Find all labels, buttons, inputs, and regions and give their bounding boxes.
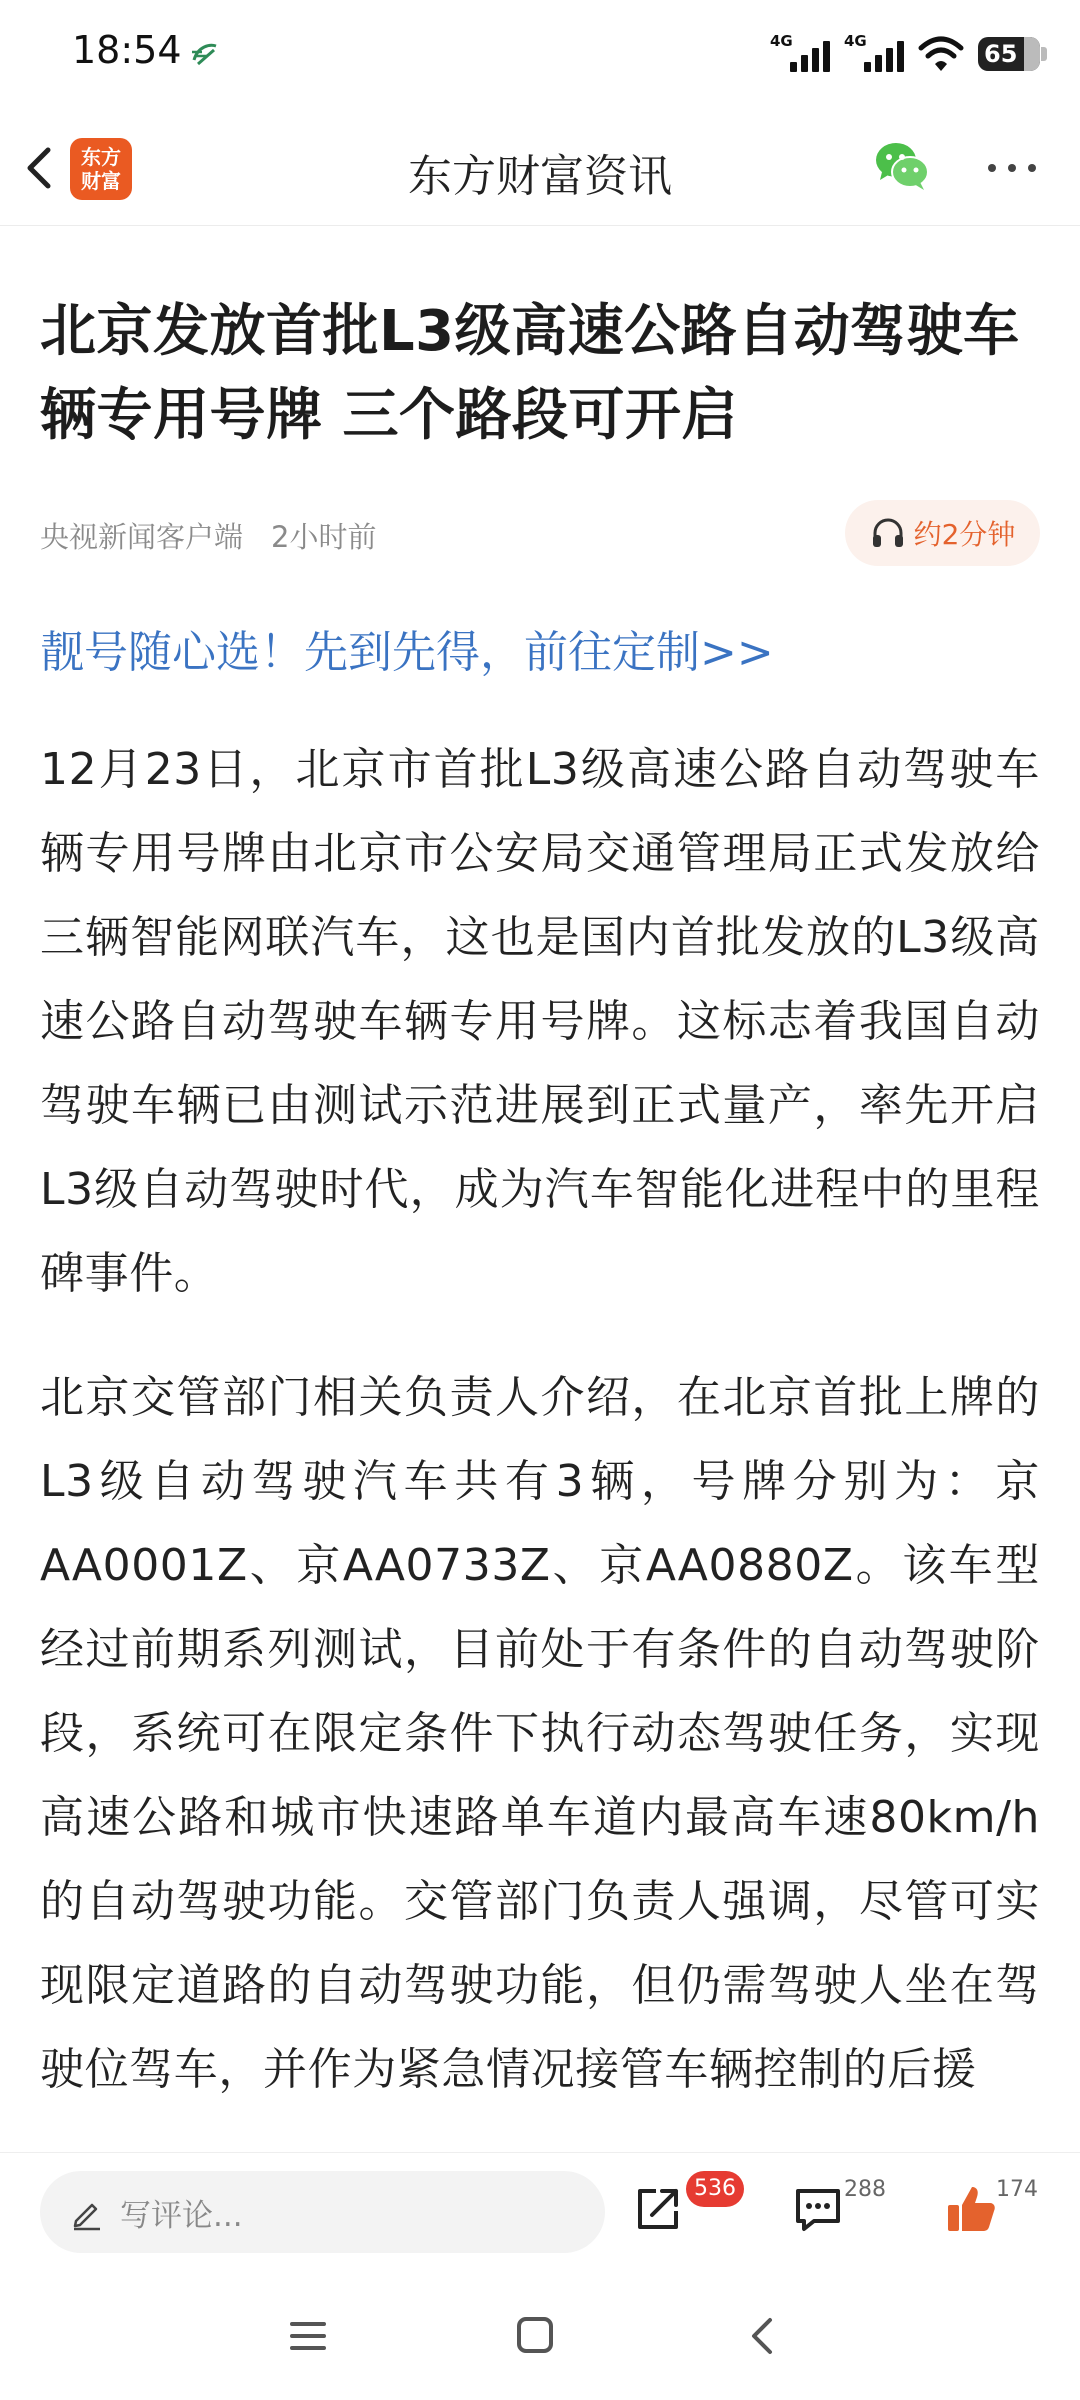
- share-count-badge: 536: [686, 2171, 744, 2207]
- comment-input[interactable]: [40, 2171, 605, 2253]
- wifi-icon: [918, 32, 964, 76]
- logo-text: 东方: [81, 145, 121, 169]
- recent-apps-icon[interactable]: [286, 2314, 330, 2358]
- promo-link[interactable]: 靓号随心选！先到先得，前往定制>>: [40, 627, 774, 678]
- status-icons: [770, 26, 1040, 82]
- network-type-label: 4G: [770, 32, 793, 50]
- article-title: 北京发放首批L3级高速公路自动驾驶车辆专用号牌 三个路段可开启: [40, 299, 1020, 448]
- app-header: [0, 110, 1080, 226]
- system-navigation-bar: [0, 2272, 1080, 2400]
- battery-icon: [978, 37, 1040, 71]
- article-paragraph: 北京交管部门相关负责人介绍，在北京首批上牌的L3级自动驾驶汽车共有3辆，号牌分别为：京AA0001Z、京AA0733Z、京AA0880Z。该车型经过前期系列测试，目前处于有条件的自动驾驶阶段，系统可在限定条件下执行动态驾驶任务，实现高速公路和城市快速路单车道内最高车速80km/h的自动驾驶功能。交管部门负责人强调，尽管可实现限定道路的自动驾驶功能，但仍需驾驶人坐在驾驶位驾车，并作为紧急情况接管车辆控制的后援: [40, 1372, 1040, 2095]
- article-meta: [40, 515, 376, 556]
- comment-placeholder: 写评论...: [120, 2197, 243, 2234]
- article-time: 2小时前: [271, 520, 377, 554]
- comment-bubble-icon: [790, 2181, 846, 2237]
- article-paragraph: 12月23日，北京市首批L3级高速公路自动驾驶车辆专用号牌由北京市公安局交通管理局正式发放给三辆智能网联汽车，这也是国内首批发放的L3级高速公路自动驾驶车辆专用号牌。这标志着我国自动驾驶车辆已由测试示范进展到正式量产，率先开启L3级自动驾驶时代，成为汽车智能化进程中的里程碑事件。: [40, 744, 1040, 1299]
- pencil-icon: [68, 2193, 106, 2231]
- home-icon[interactable]: [514, 2314, 556, 2356]
- system-back-icon[interactable]: [742, 2314, 786, 2358]
- bottom-action-bar: [0, 2152, 1080, 2272]
- more-dots-icon[interactable]: [982, 150, 1042, 186]
- status-time: 18:54: [72, 28, 182, 72]
- network-type-label: 4G: [844, 32, 867, 50]
- wechat-icon[interactable]: [872, 136, 932, 196]
- comments-count: 288: [844, 2177, 886, 2202]
- listen-duration-label: 约2分钟: [913, 518, 1016, 551]
- likes-count: 174: [996, 2177, 1038, 2202]
- article-body: [40, 728, 1040, 2148]
- like-button[interactable]: [944, 2181, 1004, 2241]
- header-title: 东方财富资讯: [408, 151, 672, 202]
- share-icon: [630, 2181, 686, 2237]
- status-bar: [0, 0, 1080, 110]
- listen-audio-button[interactable]: [845, 500, 1040, 566]
- thumbs-up-icon: [944, 2181, 1000, 2237]
- article-source[interactable]: 央视新闻客户端: [40, 520, 244, 554]
- headphones-icon: [870, 515, 906, 551]
- comments-button[interactable]: [790, 2181, 850, 2241]
- cell-signal-icon: [844, 32, 904, 76]
- app-notification-icon: [188, 36, 222, 70]
- battery-level: 65: [984, 40, 1018, 68]
- cell-signal-icon: [770, 32, 830, 76]
- logo-text: 财富: [81, 169, 121, 193]
- share-button[interactable]: [630, 2181, 690, 2241]
